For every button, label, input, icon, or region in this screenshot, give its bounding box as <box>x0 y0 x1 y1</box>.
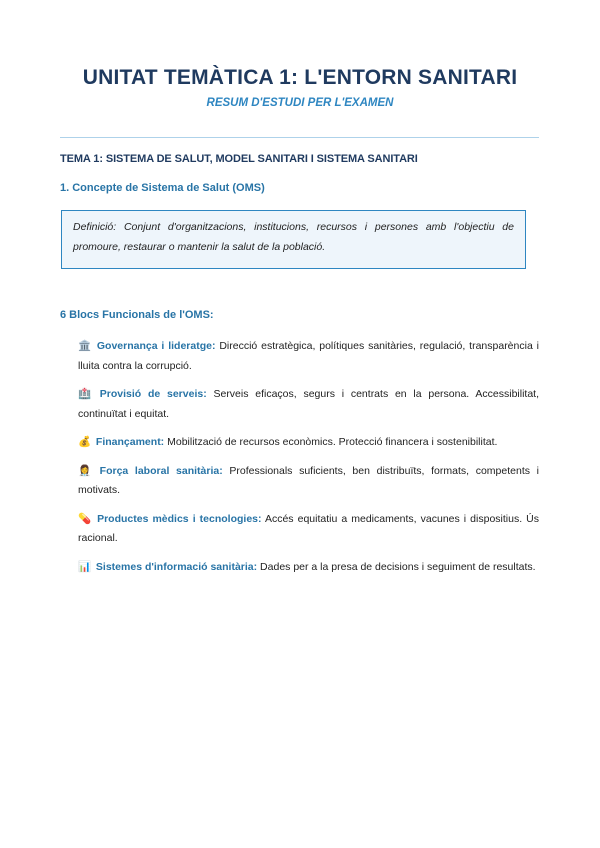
list-item <box>78 462 539 501</box>
block-text: Dades per a la presa de decisions i seguiment de resultats. <box>257 560 536 573</box>
bar-chart-icon: 📊 <box>78 560 92 573</box>
block-label: Productes mèdics i tecnologies: <box>97 512 262 525</box>
document-subtitle: RESUM D'ESTUDI PER L'EXAMEN <box>206 97 394 109</box>
block-text: Accés equitatiu a medicaments, vacunes i dispositius. Ús racional. <box>78 512 540 544</box>
list-item <box>78 510 539 549</box>
list-item <box>78 337 539 376</box>
divider <box>60 137 539 138</box>
document-title: UNITAT TEMÀTICA 1: L'ENTORN SANITARI <box>82 66 518 89</box>
health-worker-icon: 👩‍⚕️ <box>78 464 92 477</box>
block-label: Provisió de serveis: <box>99 388 207 400</box>
block-label: Governança i lideratge: <box>96 340 216 352</box>
block-text: Professionals suficients, ben distribuïts, formats, competents i motivats. <box>78 464 539 496</box>
government-building-icon: 🏛️ <box>78 340 92 352</box>
section-heading-blocks: 6 Blocs Funcionals de l'OMS: <box>60 309 214 321</box>
block-label: Sistemes d'informació sanitària: <box>95 560 258 573</box>
definition-box: Definició: Conjunt d'organitzacions, institucions, recursos i persones amb l'objectiu de promoure, restaurar o mantenir la salut de la població. <box>61 210 526 269</box>
block-text: Direcció estratègica, polítiques sanitàries, regulació, transparència i lluita contra la corrupció. <box>78 340 539 372</box>
list-item <box>78 385 539 424</box>
money-bag-icon: 💰 <box>78 436 92 448</box>
block-label: Finançament: <box>95 436 165 448</box>
block-text: Mobilització de recursos econòmics. Protecció financera i sostenibilitat. <box>164 436 498 448</box>
section-heading-concept: 1. Concepte de Sistema de Salut (OMS) <box>60 182 265 194</box>
list-item <box>78 558 539 578</box>
list-item <box>78 433 539 453</box>
pill-icon: 💊 <box>78 512 92 525</box>
topic-heading: TEMA 1: SISTEMA DE SALUT, MODEL SANITARI I SISTEMA SANITARI <box>60 153 418 165</box>
hospital-icon: 🏥 <box>78 388 92 400</box>
functional-blocks-list <box>78 337 539 586</box>
block-label: Força laboral sanitària: <box>99 464 223 477</box>
block-text: Serveis eficaços, segurs i centrats en la persona. Accessibilitat, continuïtat i equitat. <box>78 388 540 420</box>
